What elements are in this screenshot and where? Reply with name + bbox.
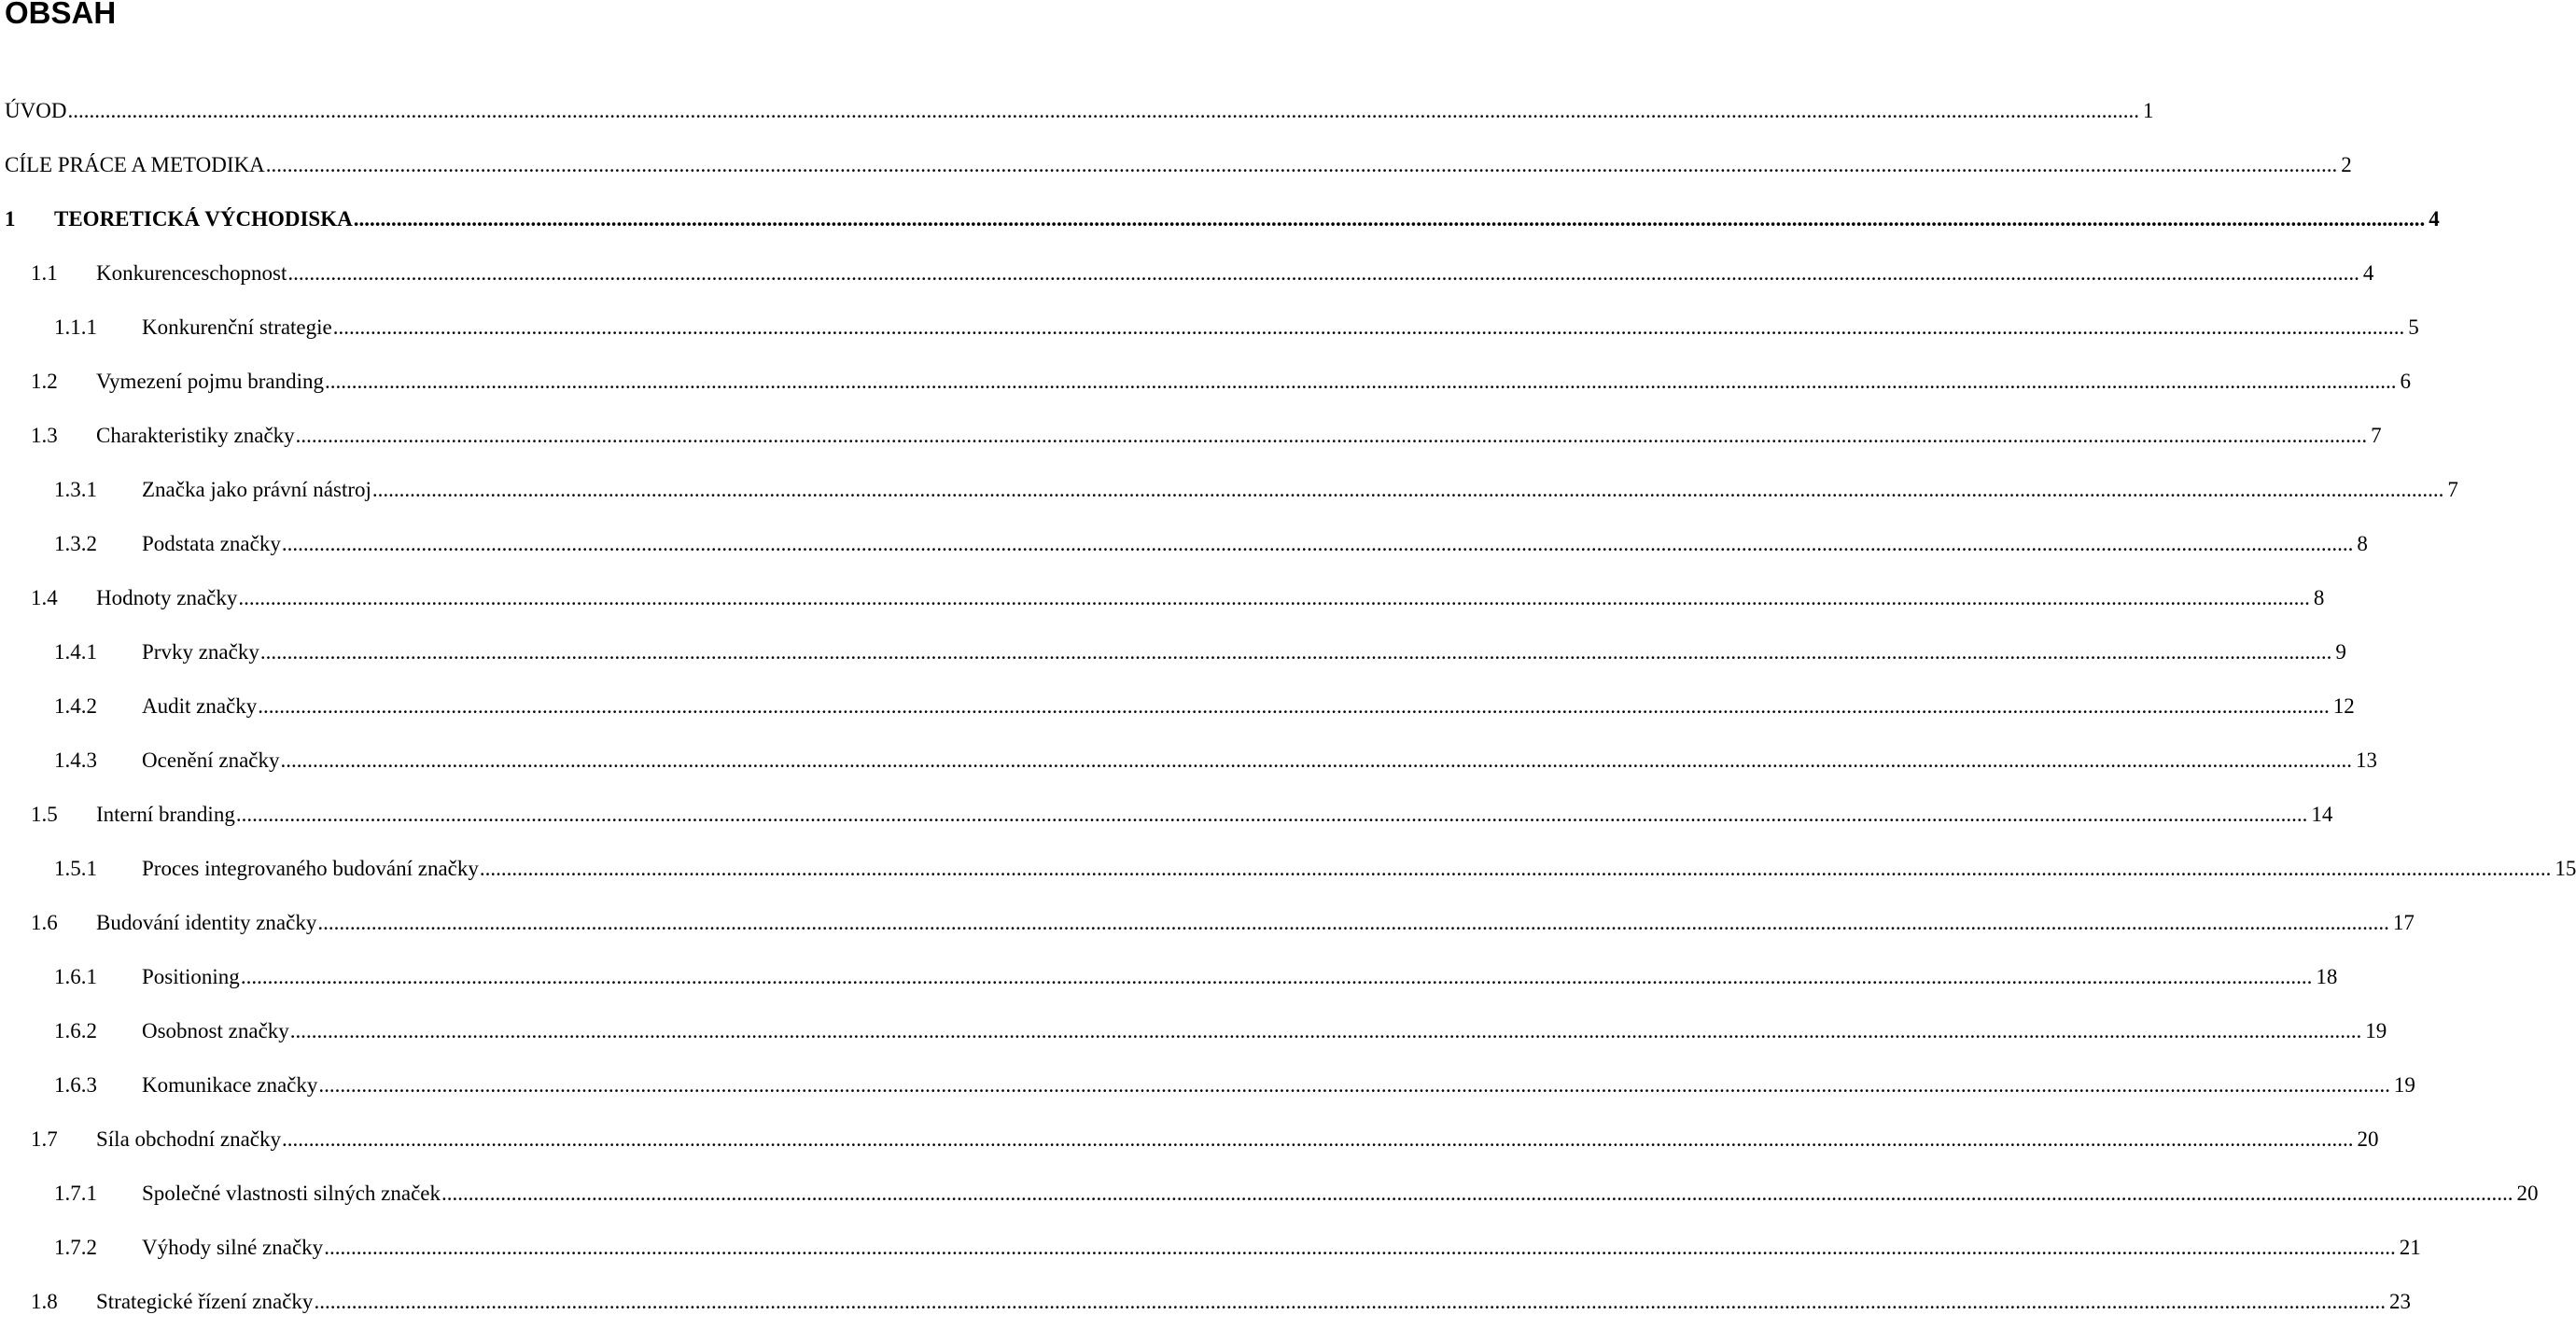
toc-section-number: 1.6.3 bbox=[54, 1073, 97, 1097]
toc-page-number: 8 bbox=[2313, 586, 2325, 609]
toc-entry-1-7-1[interactable] bbox=[0, 1167, 2539, 1221]
toc-leader-dots: .................................................................................................................................................................................................................................................................................................................................................................................................. bbox=[258, 694, 2330, 718]
toc-leader-dots: .................................................................................................................................................................................................................................................................................................................................................................................................. bbox=[282, 1127, 2354, 1151]
toc-leader-dots: .................................................................................................................................................................................................................................................................................................................................................................................................. bbox=[240, 965, 2313, 988]
toc-page-number: 5 bbox=[2408, 315, 2419, 339]
toc-section-number: 1 bbox=[5, 207, 16, 231]
toc-leader-dots: .................................................................................................................................................................................................................................................................................................................................................................................................. bbox=[287, 261, 2359, 285]
toc-entry-1-6-2[interactable] bbox=[0, 1004, 2387, 1058]
toc-section-number: 1.3.1 bbox=[54, 478, 97, 501]
toc-leader-dots: .................................................................................................................................................................................................................................................................................................................................................................................................. bbox=[235, 803, 2308, 826]
toc-entry-1-8[interactable] bbox=[0, 1275, 2411, 1329]
toc-leader-dots: .................................................................................................................................................................................................................................................................................................................................................................................................. bbox=[353, 207, 2426, 231]
toc-page-number: 7 bbox=[2371, 424, 2382, 447]
toc-entry-title: Positioning bbox=[142, 965, 240, 988]
toc-section-number: 1.4 bbox=[31, 586, 58, 609]
toc-page-number: 20 bbox=[2357, 1127, 2379, 1151]
toc-entry-title: Ocenění značky bbox=[142, 748, 280, 772]
toc-entry-title: Komunikace značky bbox=[142, 1073, 318, 1097]
toc-section-number: 1.3.2 bbox=[54, 532, 97, 555]
toc-page-number: 15 bbox=[2555, 857, 2576, 880]
toc-entry-1-4-2[interactable] bbox=[0, 679, 2355, 734]
toc-section-number: 1.5 bbox=[31, 803, 58, 826]
toc-entry-title: Hodnoty značky bbox=[96, 586, 238, 609]
toc-section-number: 1.7.2 bbox=[54, 1236, 97, 1259]
toc-leader-dots: .................................................................................................................................................................................................................................................................................................................................................................................................. bbox=[265, 153, 2338, 176]
toc-entry-title: CÍLE PRÁCE A METODIKA bbox=[5, 153, 265, 176]
toc-section-number: 1.4.1 bbox=[54, 640, 97, 664]
toc-page-number: 13 bbox=[2356, 748, 2378, 772]
toc-leader-dots: .................................................................................................................................................................................................................................................................................................................................................................................................. bbox=[238, 586, 2310, 609]
toc-page-number: 1 bbox=[2142, 99, 2154, 122]
toc-page-number: 21 bbox=[2399, 1236, 2421, 1259]
toc-entry-1-4-3[interactable] bbox=[0, 734, 2378, 788]
toc-page-number: 6 bbox=[2400, 370, 2412, 393]
toc-entry-title: Interní branding bbox=[96, 803, 235, 826]
toc-page-number: 12 bbox=[2332, 694, 2355, 718]
toc-leader-dots: .................................................................................................................................................................................................................................................................................................................................................................................................. bbox=[280, 748, 2353, 772]
toc-leader-dots: .................................................................................................................................................................................................................................................................................................................................................................................................. bbox=[324, 1236, 2396, 1259]
toc-entry-1-7-2[interactable] bbox=[0, 1221, 2421, 1275]
toc-section-number: 1.4.3 bbox=[54, 748, 97, 772]
toc-page-number: 2 bbox=[2341, 153, 2352, 176]
toc-page-number: 4 bbox=[2429, 207, 2440, 231]
toc-leader-dots: .................................................................................................................................................................................................................................................................................................................................................................................................. bbox=[318, 1073, 2390, 1097]
toc-leader-dots: .................................................................................................................................................................................................................................................................................................................................................................................................. bbox=[67, 99, 2139, 122]
toc-entry-title: Výhody silné značky bbox=[142, 1236, 324, 1259]
toc-entry-1-4[interactable] bbox=[0, 571, 2325, 625]
toc-entry-title: Značka jako právní nástroj bbox=[142, 478, 371, 501]
toc-entry-title: Konkurenceschopnost bbox=[96, 261, 287, 285]
toc-entry-1-4-1[interactable] bbox=[0, 625, 2346, 679]
toc-leader-dots: .................................................................................................................................................................................................................................................................................................................................................................................................. bbox=[314, 1290, 2386, 1313]
toc-section-number: 1.6.1 bbox=[54, 965, 97, 988]
toc-page-number: 7 bbox=[2447, 478, 2458, 501]
toc-leader-dots: .................................................................................................................................................................................................................................................................................................................................................................................................. bbox=[295, 424, 2368, 447]
toc-entry-1-3[interactable] bbox=[0, 409, 2382, 463]
toc-entry-1-5-1[interactable] bbox=[0, 842, 2576, 896]
toc-entry-1-1-1[interactable] bbox=[0, 301, 2419, 355]
toc-section-number: 1.4.2 bbox=[54, 694, 97, 718]
toc-leader-dots: .................................................................................................................................................................................................................................................................................................................................................................................................. bbox=[371, 478, 2444, 501]
toc-page-number: 8 bbox=[2357, 532, 2368, 555]
toc-page-number: 18 bbox=[2316, 965, 2338, 988]
toc-section-number: 1.1 bbox=[31, 261, 58, 285]
toc-entry-title: Osobnost značky bbox=[142, 1019, 289, 1042]
toc-entry-title: Prvky značky bbox=[142, 640, 259, 664]
toc-leader-dots: .................................................................................................................................................................................................................................................................................................................................................................................................. bbox=[441, 1182, 2513, 1205]
toc-entry-1-3-1[interactable] bbox=[0, 463, 2458, 517]
toc-entry-title: Proces integrovaného budování značky bbox=[142, 857, 479, 880]
toc-entry-1-1[interactable] bbox=[0, 246, 2374, 301]
toc-entry-title: Strategické řízení značky bbox=[96, 1290, 314, 1313]
toc-section-number: 1.1.1 bbox=[54, 315, 97, 339]
toc-section-number: 1.6.2 bbox=[54, 1019, 97, 1042]
toc-entry-1-6-1[interactable] bbox=[0, 950, 2338, 1004]
toc-section-number: 1.7 bbox=[31, 1127, 58, 1151]
toc-page-number: 23 bbox=[2388, 1290, 2411, 1313]
toc-entry-title: Společné vlastnosti silných značek bbox=[142, 1182, 441, 1205]
toc-leader-dots: .................................................................................................................................................................................................................................................................................................................................................................................................. bbox=[281, 532, 2354, 555]
toc-entry-title: Podstata značky bbox=[142, 532, 281, 555]
toc-entry-title: Budování identity značky bbox=[96, 911, 317, 934]
toc-page-number: 20 bbox=[2516, 1182, 2539, 1205]
toc-entry-title: Audit značky bbox=[142, 694, 258, 718]
toc-entry-1-3-2[interactable] bbox=[0, 517, 2368, 571]
toc-entry-1-5[interactable] bbox=[0, 788, 2333, 842]
toc-page-number: 14 bbox=[2311, 803, 2333, 826]
toc-entry-title: ÚVOD bbox=[5, 99, 67, 122]
toc-entry-1-6-3[interactable] bbox=[0, 1058, 2415, 1112]
toc-leader-dots: .................................................................................................................................................................................................................................................................................................................................................................................................. bbox=[332, 315, 2405, 339]
toc-entry-title: Vymezení pojmu branding bbox=[96, 370, 325, 393]
toc-section-number: 1.3 bbox=[31, 424, 58, 447]
toc-page-number: 4 bbox=[2362, 261, 2374, 285]
toc-entry-1-6[interactable] bbox=[0, 896, 2415, 950]
toc-leader-dots: .................................................................................................................................................................................................................................................................................................................................................................................................. bbox=[289, 1019, 2362, 1042]
toc-entry-uvod[interactable] bbox=[0, 84, 2154, 138]
toc-entry-cile-prace[interactable] bbox=[0, 138, 2352, 192]
toc-section-number: 1.5.1 bbox=[54, 857, 97, 880]
toc-entry-title: TEORETICKÁ VÝCHODISKA bbox=[54, 207, 353, 231]
toc-leader-dots: .................................................................................................................................................................................................................................................................................................................................................................................................. bbox=[317, 911, 2389, 934]
page-title: OBSAH bbox=[5, 0, 117, 30]
toc-page-number: 19 bbox=[2365, 1019, 2387, 1042]
toc-section-number: 1.7.1 bbox=[54, 1182, 97, 1205]
toc-entry-1-2[interactable] bbox=[0, 355, 2412, 409]
toc-entry-1-7[interactable] bbox=[0, 1112, 2379, 1167]
toc-leader-dots: .................................................................................................................................................................................................................................................................................................................................................................................................. bbox=[259, 640, 2332, 664]
toc-section-number: 1.2 bbox=[31, 370, 58, 393]
toc-entry-title: Síla obchodní značky bbox=[96, 1127, 282, 1151]
toc-entry-title: Charakteristiky značky bbox=[96, 424, 295, 447]
toc-page-number: 19 bbox=[2393, 1073, 2415, 1097]
toc-page-number: 9 bbox=[2335, 640, 2346, 664]
toc-entry-1[interactable] bbox=[0, 192, 2440, 246]
toc-page-number: 17 bbox=[2392, 911, 2415, 934]
toc-section-number: 1.8 bbox=[31, 1290, 58, 1313]
toc-entry-title: Konkurenční strategie bbox=[142, 315, 332, 339]
toc-leader-dots: .................................................................................................................................................................................................................................................................................................................................................................................................. bbox=[325, 370, 2397, 393]
toc-leader-dots: .................................................................................................................................................................................................................................................................................................................................................................................................. bbox=[479, 857, 2552, 880]
toc-section-number: 1.6 bbox=[31, 911, 58, 934]
